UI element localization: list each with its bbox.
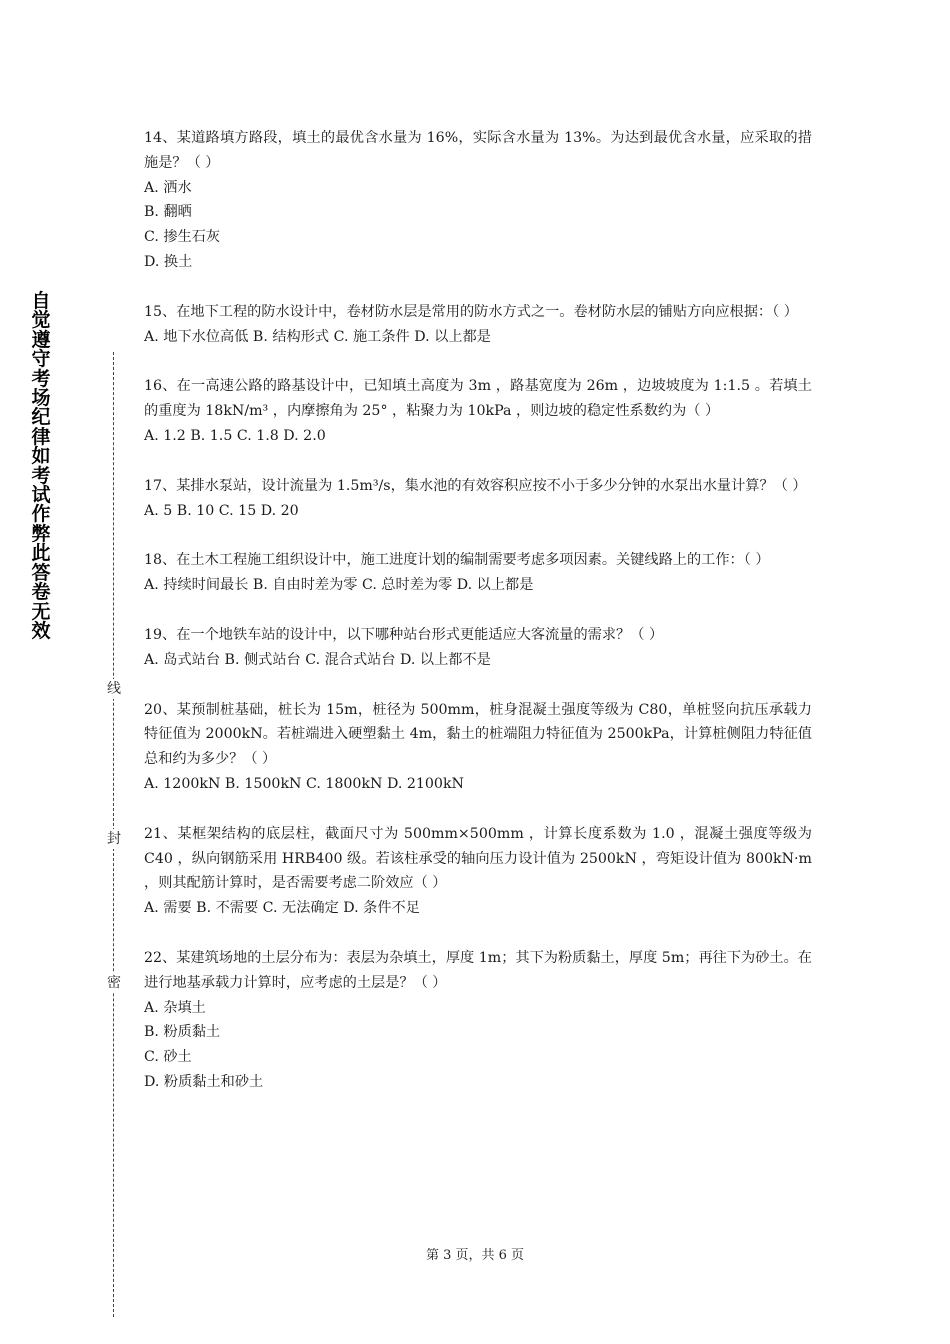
question-stem: 15、在地下工程的防水设计中，卷材防水层是常用的防水方式之一。卷材防水层的铺贴方向应根据：（ ） [144, 303, 798, 320]
question-stem: 18、在土木工程施工组织设计中，施工进度计划的编制需要考虑多项因素。关键线路上的工作：（ ） [144, 552, 770, 569]
question-stem: 16、在一高速公路的路基设计中，已知填土高度为 3m ，路基宽度为 26m ，边坡坡度为 1:1.5 。若填土的重度为 18kN/m³ ，内摩擦角为 25° ，粘聚力为 10kPa ，则边坡的稳定性系数约为（ ） [144, 378, 812, 420]
option-line: A. 1.2 B. 1.5 C. 1.8 D. 2.0 [144, 427, 326, 444]
option-line: A. 岛式站台 B. 侧式站台 C. 混合式站台 D. 以上都不是 [144, 651, 491, 668]
question-list [144, 126, 812, 1120]
question-15 [144, 300, 812, 350]
question-22 [144, 946, 812, 1095]
question-stem: 17、某排水泵站，设计流量为 1.5m³/s，集水池的有效容积应按不小于多少分钟的水泵出水量计算？（ ） [144, 477, 807, 494]
seal-label-line: 线 [107, 681, 121, 697]
question-20 [144, 698, 812, 797]
option: A. 杂填土 [144, 999, 206, 1016]
seal-label-secret: 密 [107, 975, 121, 991]
option: A. 洒水 [144, 179, 192, 196]
option: B. 粉质黏土 [144, 1024, 221, 1041]
question-16 [144, 374, 812, 448]
option-line: A. 1200kN B. 1500kN C. 1800kN D. 2100kN [144, 775, 464, 792]
question-stem: 19、在一个地铁车站的设计中，以下哪种站台形式更能适应大客流量的需求？（ ） [144, 626, 664, 643]
option: D. 换土 [144, 253, 193, 270]
option: C. 砂土 [144, 1049, 192, 1066]
question-17 [144, 474, 812, 524]
question-21 [144, 822, 812, 921]
question-stem: 14、某道路填方路段，填土的最优含水量为 16%，实际含水量为 13%。为达到最优含水量，应采取的措施是？（ ） [144, 130, 812, 171]
option-line: A. 地下水位高低 B. 结构形式 C. 施工条件 D. 以上都是 [144, 328, 491, 345]
question-stem: 21、某框架结构的底层柱，截面尺寸为 500mm×500mm ，计算长度系数为 1.0 ，混凝土强度等级为 C40 ，纵向钢筋采用 HRB400 级。若该柱承受的轴向压力设计值为 2500kN ，弯矩设计值为 800kN·m ，则其配筋计算时，是否需要考虑二阶效应（ ） [144, 825, 812, 892]
exam-discipline-note: 自觉遵守考场纪律如考试作弊此答卷无效 [31, 290, 51, 642]
option: B. 翻晒 [144, 204, 192, 221]
question-18 [144, 548, 812, 598]
question-stem: 20、某预制桩基础，桩长为 15m，桩径为 500mm，桩身混凝土强度等级为 C80，单桩竖向抗压承载力特征值为 2000kN。若桩端进入硬塑黏土 4m，黏土的桩端阻力特征值为 2500kPa，计算桩侧阻力特征值总和约为多少？（ ） [144, 701, 812, 768]
question-stem: 22、某建筑场地的土层分布为：表层为杂填土，厚度 1m；其下为粉质黏土，厚度 5m；再往下为砂土。在进行地基承载力计算时，应考虑的土层是？（ ） [144, 949, 812, 991]
option-line: A. 5 B. 10 C. 15 D. 20 [144, 502, 299, 519]
option: C. 掺生石灰 [144, 229, 221, 246]
question-19 [144, 623, 812, 673]
option-line: A. 需要 B. 不需要 C. 无法确定 D. 条件不足 [144, 900, 420, 917]
seal-label-seal: 封 [107, 831, 121, 847]
page-number: 第 3 页，共 6 页 [425, 1248, 525, 1263]
option-line: A. 持续时间最长 B. 自由时差为零 C. 总时差为零 D. 以上都是 [144, 577, 534, 594]
option: D. 粉质黏土和砂土 [144, 1073, 264, 1090]
question-14 [144, 126, 812, 275]
